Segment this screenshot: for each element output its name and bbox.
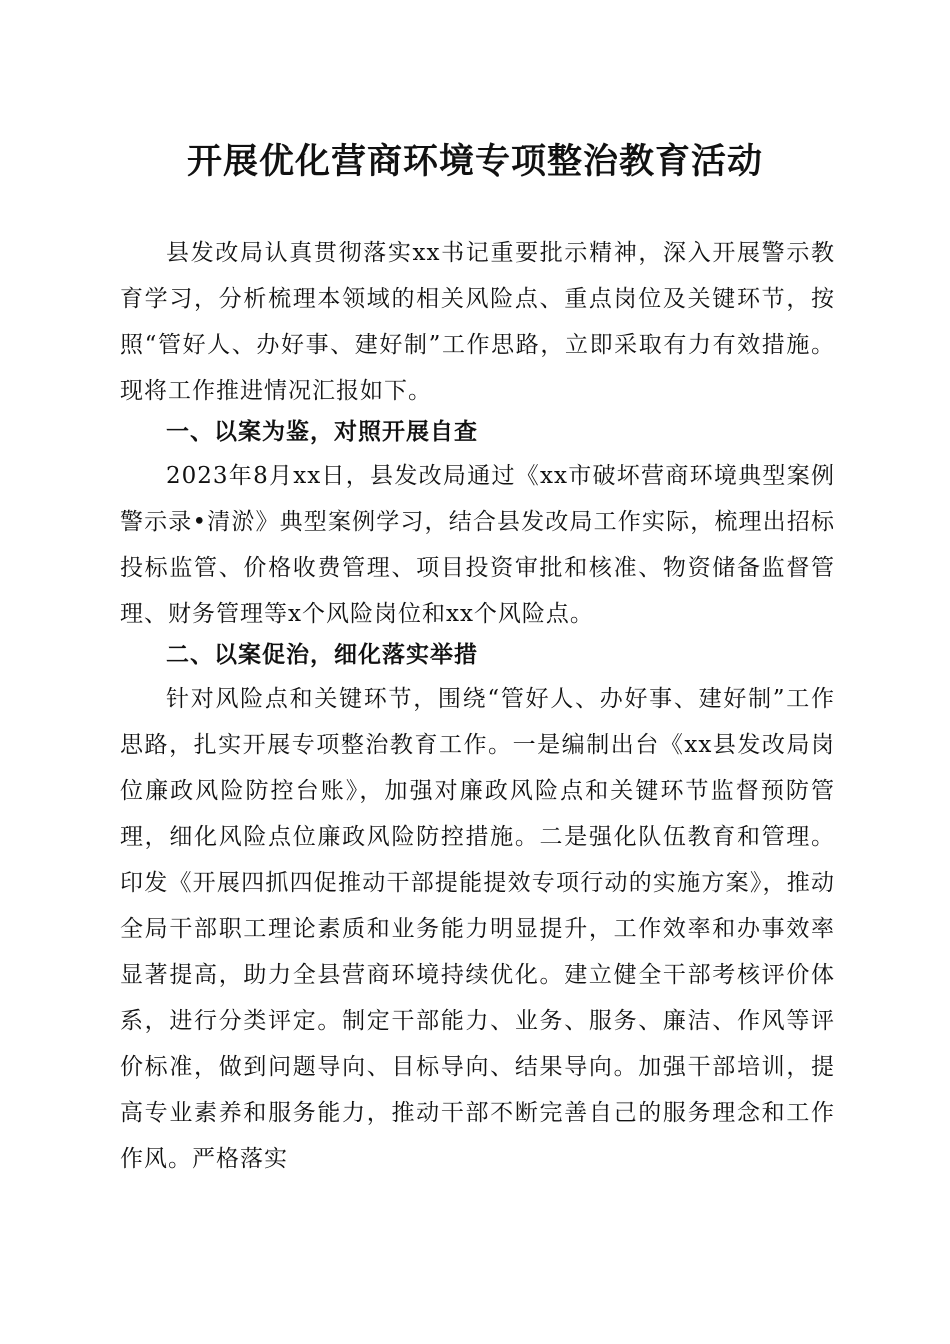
section-1-paragraph: 2023年8月xx日，县发改局通过《xx市破坏营商环境典型案例警示录•清淤》典型案例学习，结合县发改局工作实际，梳理出招标投标监管、价格收费管理、项目投资审批和核准、物资储备监督管理、财务管理等x个风险岗位和xx个风险点。 bbox=[120, 463, 835, 627]
section-heading-2: 二、以案促治，细化落实举措 bbox=[166, 642, 478, 668]
intro-paragraph: 县发改局认真贯彻落实xx书记重要批示精神，深入开展警示教育学习，分析梳理本领域的相关风险点、重点岗位及关键环节，按照“管好人、办好事、建好制”工作思路，立即采取有力有效措施。现将工作推进情况汇报如下。 bbox=[120, 240, 835, 404]
section-heading-1: 一、以案为鉴，对照开展自查 bbox=[166, 419, 478, 445]
page-title: 开展优化营商环境专项整治教育活动 bbox=[186, 141, 763, 182]
section-2-paragraph: 针对风险点和关键环节，围绕“管好人、办好事、建好制”工作思路，扎实开展专项整治教育工作。一是编制出台《xx县发改局岗位廉政风险防控台账》，加强对廉政风险点和关键环节监督预防管理，细化风险点位廉政风险防控措施。二是强化队伍教育和管理。印发《开展四抓四促推动干部提能提效专项行动的实施方案》，推动全局干部职工理论素质和业务能力明显提升，工作效率和办事效率显著提高，助力全县营商环境持续优化。建立健全干部考核评价体系，进行分类评定。制定干部能力、业务、服务、廉洁、作风等评价标准，做到问题导向、目标导向、结果导向。加强干部培训，提高专业素养和服务能力，推动干部不断完善自己的服务理念和工作作风。严格落实 bbox=[120, 686, 835, 1172]
